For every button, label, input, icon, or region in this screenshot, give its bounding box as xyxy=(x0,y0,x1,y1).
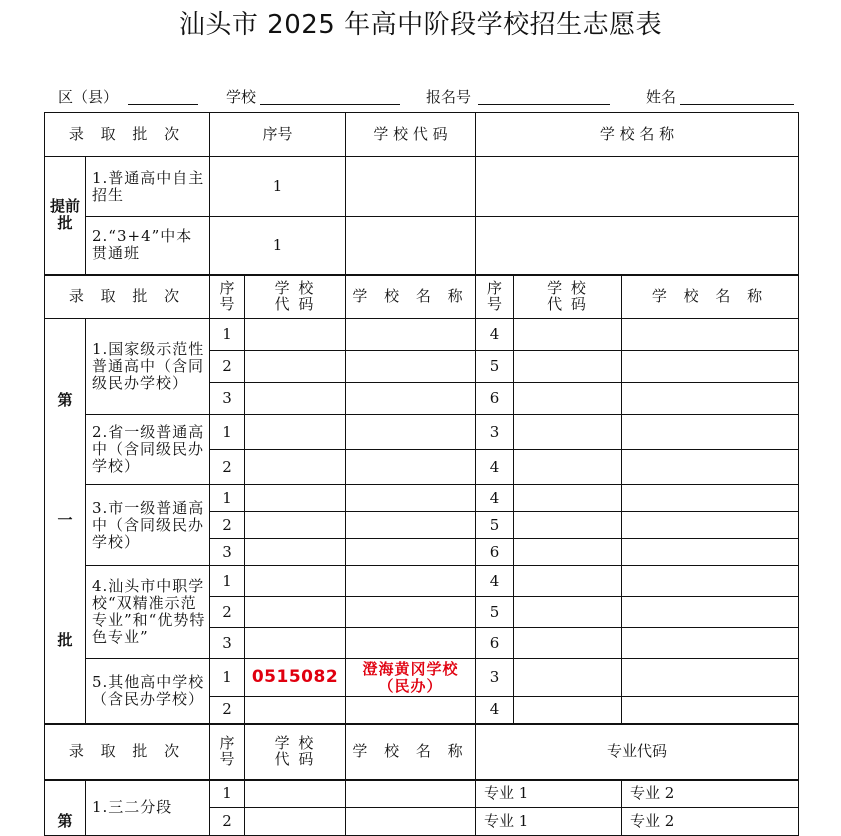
early-code-cell[interactable] xyxy=(346,217,476,275)
name-right-cell[interactable] xyxy=(622,628,799,659)
second-group-label: 1.三二分段 xyxy=(86,780,210,836)
second-row-1 xyxy=(45,780,799,808)
col-code-header xyxy=(245,275,346,319)
district-field[interactable] xyxy=(128,104,198,105)
seq-left: 3 xyxy=(210,383,245,415)
first-batch-label xyxy=(45,319,86,724)
name-label: 姓名 xyxy=(646,88,677,106)
name-left-cell[interactable]: 澄海黄冈学校（民办） xyxy=(346,659,476,697)
major-1-cell[interactable]: 专业 1 xyxy=(476,780,622,808)
col-batch-header: 录 取 批 次 xyxy=(45,724,210,780)
col-name-header: 学 校 名 称 xyxy=(346,275,476,319)
name-right-cell[interactable] xyxy=(622,450,799,485)
name-right-cell[interactable] xyxy=(622,512,799,539)
seq-left: 3 xyxy=(210,628,245,659)
code-right-cell[interactable] xyxy=(514,485,622,512)
name-right-cell[interactable] xyxy=(622,566,799,597)
name-left-cell[interactable] xyxy=(346,450,476,485)
first-group-label: 1.国家级示范性普通高中（含同级民办学校） xyxy=(86,319,210,415)
code-left-cell[interactable] xyxy=(245,450,346,485)
first-g1-row-1 xyxy=(45,319,799,351)
first-group-label: 4.汕头市中职学校“双精准示范专业”和“优势特色专业” xyxy=(86,566,210,659)
col-seq-header xyxy=(210,724,245,780)
name-left-cell[interactable] xyxy=(346,383,476,415)
code-right-cell[interactable] xyxy=(514,319,622,351)
col-name-header: 学 校 名 称 xyxy=(476,113,799,157)
early-row-2 xyxy=(45,217,799,275)
name-field[interactable] xyxy=(680,104,794,105)
name-right-cell[interactable] xyxy=(622,415,799,450)
name-left-cell[interactable] xyxy=(346,780,476,808)
col-code-header-r-text: 学 校 代 码 xyxy=(547,279,588,314)
seq-right: 5 xyxy=(476,597,514,628)
early-school-cell[interactable] xyxy=(476,157,799,217)
col-seq-header: 序号 xyxy=(210,113,346,157)
col-name-header-r: 学 校 名 称 xyxy=(622,275,799,319)
early-item-label: 1.普通高中自主招生 xyxy=(86,157,210,217)
first-group-label: 2.省一级普通高中（含同级民办学校） xyxy=(86,415,210,485)
seq-right: 5 xyxy=(476,512,514,539)
first-batch-char: 第 xyxy=(57,391,73,410)
second-batch-char: 第 xyxy=(57,812,73,831)
regno-field[interactable] xyxy=(478,104,610,105)
name-right-cell[interactable] xyxy=(622,697,799,724)
col-code-header-r xyxy=(514,275,622,319)
seq-right: 5 xyxy=(476,351,514,383)
name-right-cell[interactable] xyxy=(622,319,799,351)
code-left-cell[interactable]: 0515082 xyxy=(245,659,346,697)
code-left-cell[interactable] xyxy=(245,780,346,808)
school-label: 学校 xyxy=(226,88,257,106)
district-label: 区（县） xyxy=(58,88,119,106)
code-left-cell[interactable] xyxy=(245,539,346,566)
code-right-cell[interactable] xyxy=(514,383,622,415)
code-right-cell[interactable] xyxy=(514,539,622,566)
early-row-1 xyxy=(45,157,799,217)
seq-right: 4 xyxy=(476,485,514,512)
name-right-cell[interactable] xyxy=(622,659,799,697)
early-header-row xyxy=(45,113,799,157)
first-group-label: 3.市一级普通高中（含同级民办学校） xyxy=(86,485,210,566)
col-code-header-text: 学 校 代 码 xyxy=(274,279,316,314)
seq-right: 3 xyxy=(476,659,514,697)
seq-left: 1 xyxy=(210,566,245,597)
col-code-header: 学 校 代 码 xyxy=(346,113,476,157)
second-header-row xyxy=(45,724,799,780)
seq-left: 1 xyxy=(210,780,245,808)
first-header-row xyxy=(45,275,799,319)
code-right-cell[interactable] xyxy=(514,628,622,659)
seq-right: 3 xyxy=(476,415,514,450)
seq-left: 2 xyxy=(210,512,245,539)
seq-left: 1 xyxy=(210,415,245,450)
form-title: 汕头市 2025 年高中阶段学校招生志愿表 xyxy=(178,10,663,40)
first-batch-char: 批 xyxy=(57,631,73,650)
name-left-cell[interactable] xyxy=(346,808,476,836)
code-left-cell[interactable] xyxy=(245,628,346,659)
code-right-cell[interactable] xyxy=(514,597,622,628)
application-form-table xyxy=(44,112,799,836)
col-batch-header: 录 取 批 次 xyxy=(45,113,210,157)
code-left-cell[interactable] xyxy=(245,697,346,724)
code-right-cell[interactable] xyxy=(514,697,622,724)
name-left-cell[interactable] xyxy=(346,512,476,539)
code-left-cell[interactable] xyxy=(245,319,346,351)
first-g4-row-1 xyxy=(45,566,799,597)
col-major-header: 专业代码 xyxy=(476,724,799,780)
early-seq: 1 xyxy=(210,217,346,275)
name-left-cell[interactable] xyxy=(346,628,476,659)
seq-left: 1 xyxy=(210,659,245,697)
code-left-cell[interactable] xyxy=(245,512,346,539)
name-left-cell[interactable] xyxy=(346,539,476,566)
seq-right: 4 xyxy=(476,450,514,485)
seq-right: 6 xyxy=(476,539,514,566)
seq-left: 1 xyxy=(210,319,245,351)
first-group-label: 5.其他高中学校（含民办学校） xyxy=(86,659,210,724)
first-g3-row-1 xyxy=(45,485,799,512)
early-school-cell[interactable] xyxy=(476,217,799,275)
code-right-cell[interactable] xyxy=(514,415,622,450)
col-seq-header xyxy=(210,275,245,319)
early-seq: 1 xyxy=(210,157,346,217)
early-code-cell[interactable] xyxy=(346,157,476,217)
code-right-cell[interactable] xyxy=(514,512,622,539)
name-left-cell[interactable] xyxy=(346,415,476,450)
seq-right: 6 xyxy=(476,383,514,415)
seq-left: 2 xyxy=(210,697,245,724)
col-code-header xyxy=(245,724,346,780)
name-left-cell[interactable] xyxy=(346,351,476,383)
school-field[interactable] xyxy=(260,104,400,105)
name-left-cell[interactable] xyxy=(346,697,476,724)
col-name-header: 学 校 名 称 xyxy=(346,724,476,780)
regno-label: 报名号 xyxy=(426,88,472,106)
seq-left: 2 xyxy=(210,808,245,836)
name-left-cell[interactable] xyxy=(346,597,476,628)
name-left-cell[interactable] xyxy=(346,485,476,512)
major-2-cell[interactable]: 专业 2 xyxy=(622,780,799,808)
major-1-cell[interactable]: 专业 1 xyxy=(476,808,622,836)
first-g5-row-1 xyxy=(45,659,799,697)
first-batch-char: 一 xyxy=(57,511,73,530)
second-batch-label xyxy=(45,780,86,836)
col-seq-header-text: 序号 xyxy=(219,734,235,768)
code-right-cell[interactable] xyxy=(514,566,622,597)
code-right-cell[interactable] xyxy=(514,659,622,697)
seq-left: 2 xyxy=(210,450,245,485)
seq-left: 1 xyxy=(210,485,245,512)
col-seq-header-r-text: 序号 xyxy=(487,279,503,314)
code-right-cell[interactable] xyxy=(514,450,622,485)
seq-left: 2 xyxy=(210,351,245,383)
name-right-cell[interactable] xyxy=(622,539,799,566)
name-right-cell[interactable] xyxy=(622,597,799,628)
col-batch-header: 录 取 批 次 xyxy=(45,275,210,319)
name-left-cell[interactable] xyxy=(346,566,476,597)
early-item-label: 2.“3+4”中本贯通班 xyxy=(86,217,210,275)
code-left-cell[interactable] xyxy=(245,566,346,597)
code-left-cell[interactable] xyxy=(245,383,346,415)
seq-right: 6 xyxy=(476,628,514,659)
early-batch-label: 提前批 xyxy=(45,157,86,275)
major-2-cell[interactable]: 专业 2 xyxy=(622,808,799,836)
seq-right: 4 xyxy=(476,697,514,724)
name-right-cell[interactable] xyxy=(622,351,799,383)
name-right-cell[interactable] xyxy=(622,485,799,512)
name-right-cell[interactable] xyxy=(622,383,799,415)
code-left-cell[interactable] xyxy=(245,351,346,383)
seq-left: 2 xyxy=(210,597,245,628)
col-code-header-text: 学 校 代 码 xyxy=(274,734,316,768)
code-left-cell[interactable] xyxy=(245,808,346,836)
first-g2-row-1 xyxy=(45,415,799,450)
code-right-cell[interactable] xyxy=(514,351,622,383)
code-left-cell[interactable] xyxy=(245,415,346,450)
code-left-cell[interactable] xyxy=(245,485,346,512)
seq-right: 4 xyxy=(476,319,514,351)
col-seq-header-r xyxy=(476,275,514,319)
code-left-cell[interactable] xyxy=(245,597,346,628)
col-seq-header-text: 序号 xyxy=(219,279,235,314)
name-left-cell[interactable] xyxy=(346,319,476,351)
seq-left: 3 xyxy=(210,539,245,566)
seq-right: 4 xyxy=(476,566,514,597)
